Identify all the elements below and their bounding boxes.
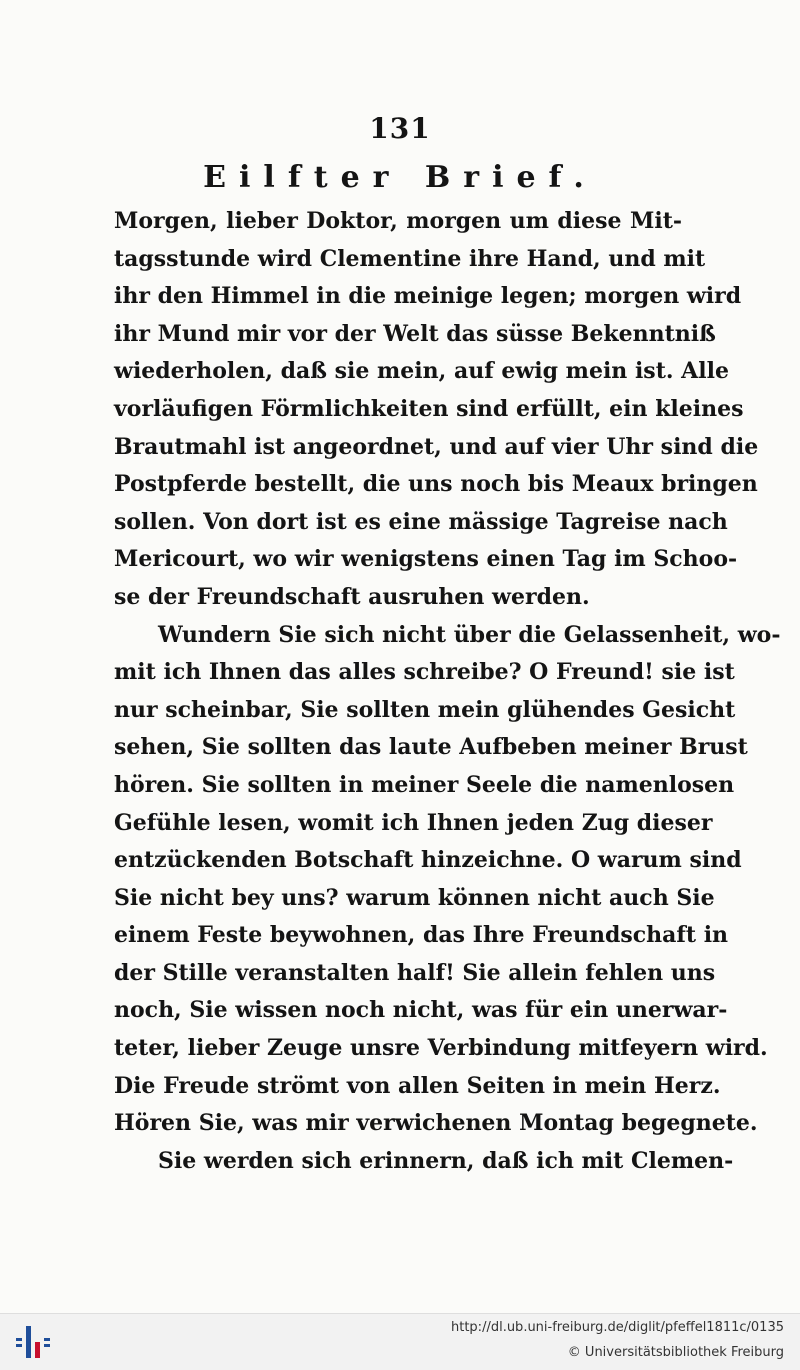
body-text: [114, 203, 781, 1180]
text-line: Morgen, lieber Doktor, morgen um diese Mit-: [114, 208, 682, 234]
text-line: se der Freundschaft ausruhen werden.: [114, 583, 590, 610]
text-line: Hören Sie, was mir verwichenen Montag begegnete.: [114, 1110, 758, 1137]
text-line: sollen. Von dort ist es eine mässige Tagreise nach: [114, 508, 728, 535]
text-line: Postpferde bestellt, die uns noch bis Meaux bringen: [114, 471, 758, 498]
text-line: Sie werden sich erinnern, daß ich mit Clemen-: [158, 1147, 734, 1174]
text-line: Mericourt, wo wir wenigstens einen Tag im Schoo-: [114, 546, 738, 573]
text-line: der Stille veranstalten half! Sie allein fehlen uns: [114, 959, 716, 986]
page-number: 131: [369, 112, 431, 145]
text-line: Brautmahl ist angeordnet, und auf vier Uhr sind die: [114, 433, 759, 460]
text-line: tagsstunde wird Clementine ihre Hand, und mit: [114, 245, 706, 272]
text-line: wiederholen, daß sie mein, auf ewig mein ist. Alle: [114, 358, 729, 385]
text-line: ihr den Himmel in die meinige legen; morgen wird: [114, 283, 742, 310]
text-line: Sie nicht bey uns? warum können nicht auch Sie: [114, 884, 715, 911]
text-line: sehen, Sie sollten das laute Aufbeben meiner Brust: [114, 734, 748, 761]
text-line: teter, lieber Zeuge unsre Verbindung mitfeyern wird.: [114, 1035, 768, 1062]
text-line: Die Freude strömt von allen Seiten in mein Herz.: [114, 1072, 721, 1099]
copyright-notice: © Universitätsbibliothek Freiburg: [567, 1345, 784, 1360]
letter-heading: Eilfter Brief.: [203, 160, 597, 195]
text-line: noch, Sie wissen noch nicht, was für ein unerwar-: [114, 997, 728, 1024]
text-line: vorläufigen Förmlichkeiten sind erfüllt, ein kleines: [114, 395, 744, 422]
viewer-footer: [0, 1313, 800, 1370]
text-line: Wundern Sie sich nicht über die Gelassenheit, wo-: [158, 621, 781, 648]
page-url-link[interactable]: http://dl.ub.uni-freiburg.de/diglit/pfeffel1811c/0135: [451, 1320, 784, 1335]
text-line: nur scheinbar, Sie sollten mein glühendes Gesicht: [114, 696, 736, 723]
text-line: mit ich Ihnen das alles schreibe? O Freund! sie ist: [114, 659, 735, 686]
text-line: Gefühle lesen, womit ich Ihnen jeden Zug dieser: [114, 809, 713, 836]
text-line: ihr Mund mir vor der Welt das süsse Bekenntniß: [114, 320, 716, 347]
text-line: entzückenden Botschaft hinzeichne. O warum sind: [114, 847, 742, 874]
ub-freiburg-logo-icon[interactable]: [14, 1322, 54, 1362]
text-line: einem Feste beywohnen, das Ihre Freundschaft in: [114, 922, 729, 949]
text-line: hören. Sie sollten in meiner Seele die namenlosen: [114, 771, 735, 798]
